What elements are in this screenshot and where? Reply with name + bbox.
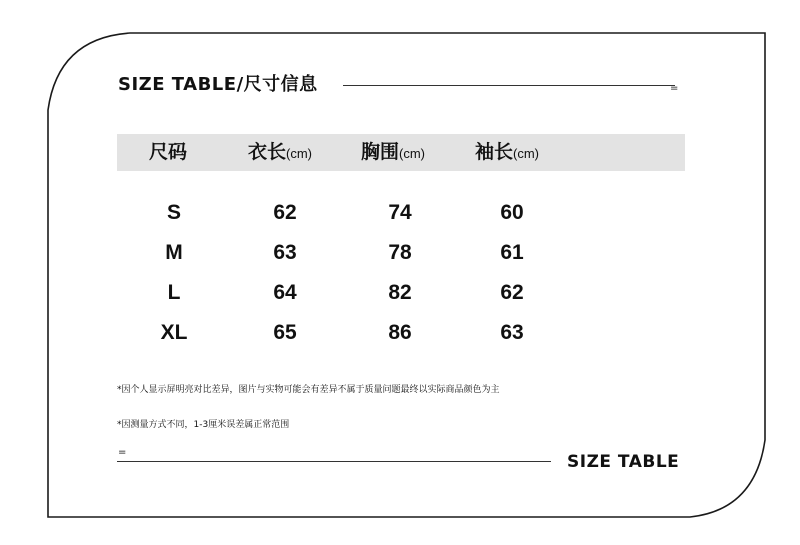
table-row: [117, 313, 685, 353]
column-header-unit: (cm): [399, 146, 426, 161]
length-cell: 62: [273, 201, 297, 224]
column-header-label: 袖长: [475, 141, 514, 163]
sleeve-cell: 63: [500, 321, 524, 344]
footer-label: SIZE TABLE: [567, 452, 680, 472]
column-header-length: [248, 134, 312, 171]
chest-cell: 82: [388, 281, 412, 304]
title-divider: [343, 85, 675, 86]
title-rule-mark: =: [670, 83, 679, 94]
table-row: [117, 273, 685, 313]
page-title: SIZE TABLE/尺寸信息: [118, 74, 318, 95]
size-cell: L: [167, 281, 181, 304]
chest-cell: 78: [388, 241, 412, 264]
column-header-label: 尺码: [149, 141, 188, 163]
measurement-tolerance-note: *因测量方式不同，1-3厘米误差属正常范围: [117, 420, 290, 430]
length-cell: 64: [273, 281, 297, 304]
chest-cell: 86: [388, 321, 412, 344]
sleeve-cell: 61: [500, 241, 524, 264]
column-header-unit: (cm): [513, 146, 540, 161]
size-cell: XL: [160, 321, 188, 344]
table-row: [117, 233, 685, 273]
footer-divider: [117, 461, 551, 462]
footer-rule-mark: =: [118, 447, 127, 458]
sleeve-cell: 62: [500, 281, 524, 304]
column-header-label: 衣长: [248, 141, 287, 163]
column-header-size: [149, 134, 187, 171]
color-disclaimer-note: *因个人显示屏明亮对比差异，图片与实物可能会有差异不属于质量问题最终以实际商品颜色为主: [117, 385, 500, 395]
length-cell: 65: [273, 321, 297, 344]
column-header-unit: (cm): [286, 146, 313, 161]
chest-cell: 74: [388, 201, 412, 224]
size-cell: S: [166, 201, 181, 224]
sleeve-cell: 60: [500, 201, 524, 224]
table-header: [117, 134, 685, 171]
size-cell: M: [165, 241, 183, 264]
column-header-chest: [361, 134, 425, 171]
table-row: [117, 193, 685, 233]
column-header-sleeve: [475, 134, 539, 171]
column-header-label: 胸围: [361, 141, 400, 163]
length-cell: 63: [273, 241, 297, 264]
